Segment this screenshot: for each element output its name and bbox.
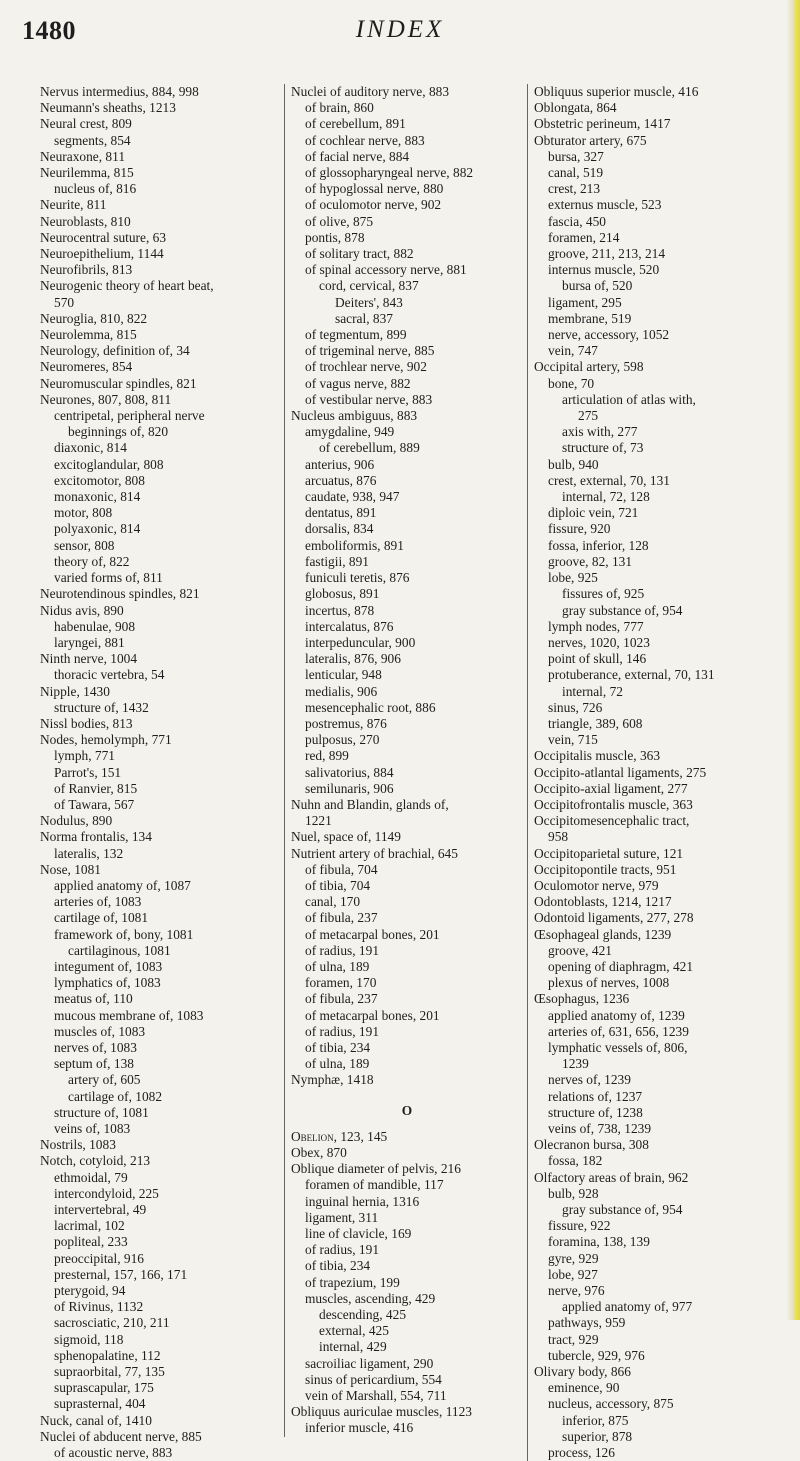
index-entry: pathways, 959 bbox=[548, 1315, 626, 1331]
index-entry: of fibula, 237 bbox=[305, 910, 378, 926]
index-entry: internal, 429 bbox=[319, 1339, 387, 1355]
index-entry: caudate, 938, 947 bbox=[305, 489, 400, 505]
index-entry: relations of, 1237 bbox=[548, 1088, 643, 1104]
index-entry: mesencephalic root, 886 bbox=[305, 699, 436, 715]
index-entry: Nidus avis, 890 bbox=[40, 602, 124, 618]
index-entry: applied anatomy of, 1087 bbox=[54, 877, 191, 893]
index-entry: arteries of, 1083 bbox=[54, 894, 142, 910]
index-entry: bursa, 327 bbox=[548, 148, 604, 164]
index-entry: varied forms of, 811 bbox=[54, 570, 163, 586]
index-entry: lacrimal, 102 bbox=[54, 1218, 125, 1234]
index-entry: supraorbital, 77, 135 bbox=[54, 1364, 165, 1380]
index-entry: Parrot's, 151 bbox=[54, 764, 122, 780]
index-entry: red, 899 bbox=[305, 748, 349, 764]
index-entry: of vestibular nerve, 883 bbox=[305, 391, 433, 407]
index-entry: of tibia, 234 bbox=[305, 1258, 371, 1274]
index-entry: tubercle, 929, 976 bbox=[548, 1347, 645, 1363]
index-entry: Ninth nerve, 1004 bbox=[40, 651, 138, 667]
index-entry: Occipito-atlantal ligaments, 275 bbox=[534, 764, 707, 780]
index-entry: Nutrient artery of brachial, 645 bbox=[291, 845, 458, 861]
index-entry: beginnings of, 820 bbox=[68, 424, 169, 440]
index-entry: gray substance of, 954 bbox=[562, 602, 683, 618]
index-entry: artery of, 605 bbox=[68, 1072, 141, 1088]
index-entry: structure of, 1432 bbox=[54, 699, 149, 715]
index-entry: pulposus, 270 bbox=[305, 732, 380, 748]
index-entry: laryngei, 881 bbox=[54, 634, 125, 650]
index-entry: of metacarpal bones, 201 bbox=[305, 1007, 440, 1023]
index-entry: lymph nodes, 777 bbox=[548, 618, 644, 634]
index-entry: dorsalis, 834 bbox=[305, 521, 374, 537]
index-entry: Nuclei of abducent nerve, 885 bbox=[40, 1428, 202, 1444]
index-entry: of cochlear nerve, 883 bbox=[305, 132, 425, 148]
index-entry: Neumann's sheaths, 1213 bbox=[40, 100, 176, 116]
index-entry: Neuraxone, 811 bbox=[40, 148, 126, 164]
index-entry: Nymphæ, 1418 bbox=[291, 1072, 374, 1088]
index-entry: of vagus nerve, 882 bbox=[305, 375, 411, 391]
index-entry: of trapezium, 199 bbox=[305, 1274, 400, 1290]
page-number: 1480 bbox=[22, 16, 76, 45]
index-entry: intervertebral, 49 bbox=[54, 1202, 147, 1218]
index-entry: of oculomotor nerve, 902 bbox=[305, 197, 442, 213]
index-entry: protuberance, external, 70, 131 bbox=[548, 667, 715, 683]
index-entry: axis with, 277 bbox=[562, 424, 638, 440]
index-entry: framework of, bony, 1081 bbox=[54, 926, 194, 942]
index-entry: Obelion, 123, 145 bbox=[291, 1128, 388, 1144]
index-entry: Notch, cotyloid, 213 bbox=[40, 1153, 151, 1169]
index-entry: Olivary body, 866 bbox=[534, 1364, 631, 1380]
index-entry: veins of, 738, 1239 bbox=[548, 1121, 652, 1136]
index-entry: of brain, 860 bbox=[305, 100, 374, 116]
index-entry: polyaxonic, 814 bbox=[54, 521, 141, 537]
index-entry: 275 bbox=[578, 408, 599, 424]
index-entry: foramen, 170 bbox=[305, 975, 377, 991]
index-entry: vein, 747 bbox=[548, 343, 598, 359]
index-entry: sinus of pericardium, 554 bbox=[305, 1371, 442, 1387]
index-entry: lobe, 925 bbox=[548, 570, 598, 586]
index-entry: Oblongata, 864 bbox=[534, 100, 617, 116]
index-entry: Norma frontalis, 134 bbox=[40, 829, 152, 845]
index-entry: semilunaris, 906 bbox=[305, 780, 394, 796]
index-entry: nucleus, accessory, 875 bbox=[548, 1396, 674, 1412]
index-entry: structure of, 73 bbox=[562, 440, 644, 456]
index-entry: fossa, 182 bbox=[548, 1153, 603, 1169]
index-entry: Obex, 870 bbox=[291, 1145, 347, 1160]
section-letter: O bbox=[401, 1102, 413, 1118]
index-entry: membrane, 519 bbox=[548, 310, 632, 326]
index-entry: point of skull, 146 bbox=[548, 651, 647, 667]
index-entry: fissures of, 925 bbox=[562, 586, 645, 602]
index-entry: Neurilemma, 815 bbox=[40, 165, 134, 181]
index-entry: nerve, accessory, 1052 bbox=[548, 327, 670, 343]
index-entry: nucleus of, 816 bbox=[54, 181, 137, 197]
index-entry: Nodulus, 890 bbox=[40, 813, 113, 829]
index-entry: postremus, 876 bbox=[305, 715, 387, 731]
index-entry: integument of, 1083 bbox=[54, 958, 163, 974]
index-entry: Neurofibrils, 813 bbox=[40, 262, 133, 278]
index-entry: Neurogenic theory of heart beat, bbox=[40, 278, 214, 294]
index-entry: foramen of mandible, 117 bbox=[305, 1177, 444, 1193]
index-entry: Olecranon bursa, 308 bbox=[534, 1137, 649, 1153]
index-entry: externus muscle, 523 bbox=[548, 197, 662, 213]
index-entry: Occipitoparietal suture, 121 bbox=[534, 845, 684, 861]
index-entry: habenulae, 908 bbox=[54, 618, 136, 634]
index-entry: nerves of, 1239 bbox=[548, 1072, 631, 1088]
index-entry: Neuromuscular spindles, 821 bbox=[40, 375, 197, 391]
index-entry: Neuroglia, 810, 822 bbox=[40, 310, 148, 326]
index-entry: lateralis, 132 bbox=[54, 845, 124, 861]
index-entry: funiculi teretis, 876 bbox=[305, 570, 410, 586]
index-entry: Œsophagus, 1236 bbox=[534, 991, 630, 1007]
index-entry: fastigii, 891 bbox=[305, 553, 369, 569]
index-entry: sinus, 726 bbox=[548, 699, 603, 715]
index-entry: lenticular, 948 bbox=[305, 667, 382, 683]
index-column-1 bbox=[40, 84, 272, 1461]
index-entry: of trigeminal nerve, 885 bbox=[305, 343, 435, 359]
index-entry: fascia, 450 bbox=[548, 213, 607, 229]
index-entry: fissure, 920 bbox=[548, 521, 611, 537]
index-entry: of olive, 875 bbox=[305, 213, 374, 229]
index-entry: 958 bbox=[548, 829, 569, 845]
index-entry: applied anatomy of, 1239 bbox=[548, 1007, 685, 1023]
index-entry: ligament, 311 bbox=[305, 1209, 379, 1225]
index-entry: suprasternal, 404 bbox=[54, 1396, 146, 1412]
index-entry: Nipple, 1430 bbox=[40, 683, 110, 699]
index-entry: lymphatic vessels of, 806, bbox=[548, 1039, 688, 1055]
index-entry: sacroiliac ligament, 290 bbox=[305, 1355, 434, 1371]
index-entry: segments, 854 bbox=[54, 132, 131, 148]
index-entry: process, 126 bbox=[548, 1445, 615, 1461]
index-entry: crest, external, 70, 131 bbox=[548, 472, 670, 488]
index-entry: mucous membrane of, 1083 bbox=[54, 1007, 204, 1023]
index-entry: meatus of, 110 bbox=[54, 991, 133, 1007]
running-head: INDEX bbox=[355, 16, 445, 43]
index-entry: cartilage of, 1082 bbox=[68, 1088, 163, 1104]
index-entry: Neurite, 811 bbox=[40, 197, 107, 213]
index-entry: bulb, 928 bbox=[548, 1185, 599, 1201]
index-entry: suprascapular, 175 bbox=[54, 1380, 154, 1396]
index-entry: Obliquus auriculae muscles, 1123 bbox=[291, 1404, 472, 1420]
index-entry: of trochlear nerve, 902 bbox=[305, 359, 427, 375]
index-entry: intercondyloid, 225 bbox=[54, 1185, 159, 1201]
index-entry: popliteal, 233 bbox=[54, 1234, 128, 1250]
index-entry: external, 425 bbox=[319, 1323, 389, 1339]
index-entry: arcuatus, 876 bbox=[305, 472, 377, 488]
index-entry: Nuhn and Blandin, glands of, bbox=[291, 796, 449, 812]
index-entry: Neurones, 807, 808, 811 bbox=[40, 391, 172, 407]
index-entry: gray substance of, 954 bbox=[562, 1202, 683, 1218]
index-entry: inguinal hernia, 1316 bbox=[305, 1193, 420, 1209]
index-entry: Occipitomesencephalic tract, bbox=[534, 813, 690, 829]
index-entry: muscles, ascending, 429 bbox=[305, 1290, 436, 1306]
index-entry: bone, 70 bbox=[548, 375, 595, 391]
index-entry: of acoustic nerve, 883 bbox=[54, 1445, 173, 1461]
index-entry: Neuroblasts, 810 bbox=[40, 213, 131, 229]
index-entry: vein, 715 bbox=[548, 732, 598, 748]
index-entry: internal, 72, 128 bbox=[562, 489, 650, 505]
index-entry: structure of, 1081 bbox=[54, 1104, 149, 1120]
index-entry: of solitary tract, 882 bbox=[305, 246, 414, 262]
index-entry: of tibia, 704 bbox=[305, 877, 371, 893]
index-entry: nerves of, 1083 bbox=[54, 1039, 137, 1055]
index-entry: canal, 170 bbox=[305, 894, 361, 910]
index-entry: muscles of, 1083 bbox=[54, 1023, 146, 1039]
index-entry: of radius, 191 bbox=[305, 1242, 380, 1258]
index-entry: vein of Marshall, 554, 711 bbox=[305, 1388, 447, 1404]
index-entry: Nuclei of auditory nerve, 883 bbox=[291, 84, 450, 99]
index-entry: of cerebellum, 889 bbox=[319, 440, 420, 456]
index-entry: lymph, 771 bbox=[54, 748, 116, 764]
index-entry: septum of, 138 bbox=[54, 1056, 134, 1072]
index-entry: of Rivinus, 1132 bbox=[54, 1299, 144, 1315]
index-entry: anterius, 906 bbox=[305, 456, 375, 472]
index-entry: Occipital artery, 598 bbox=[534, 359, 644, 375]
index-entry: of Tawara, 567 bbox=[54, 796, 135, 812]
index-entry: monaxonic, 814 bbox=[54, 489, 141, 505]
index-entry: 1221 bbox=[305, 813, 332, 829]
index-entry: pterygoid, 94 bbox=[54, 1283, 126, 1299]
index-entry: salivatorius, 884 bbox=[305, 764, 394, 780]
index-entry: of metacarpal bones, 201 bbox=[305, 926, 440, 942]
index-entry: theory of, 822 bbox=[54, 553, 130, 569]
index-entry: Neurocentral suture, 63 bbox=[40, 229, 167, 245]
index-entry: groove, 421 bbox=[548, 942, 612, 958]
index-entry: cord, cervical, 837 bbox=[319, 278, 419, 294]
index-entry: of spinal accessory nerve, 881 bbox=[305, 262, 467, 278]
index-entry: medialis, 906 bbox=[305, 683, 378, 699]
index-entry: globosus, 891 bbox=[305, 586, 380, 602]
index-entry: Nose, 1081 bbox=[40, 861, 101, 877]
index-entry: Neuromeres, 854 bbox=[40, 359, 133, 375]
index-entry: ligament, 295 bbox=[548, 294, 622, 310]
index-column-3 bbox=[527, 84, 782, 1461]
index-entry: bulb, 940 bbox=[548, 456, 599, 472]
index-entry: interpeduncular, 900 bbox=[305, 634, 416, 650]
index-entry: gyre, 929 bbox=[548, 1250, 599, 1266]
index-entry: of cerebellum, 891 bbox=[305, 116, 406, 132]
index-entry: amygdaline, 949 bbox=[305, 424, 395, 440]
index-entry: foramen, 214 bbox=[548, 229, 620, 245]
index-entry: sacral, 837 bbox=[335, 310, 394, 326]
index-entry: excitoglandular, 808 bbox=[54, 456, 164, 472]
index-entry: Nostrils, 1083 bbox=[40, 1137, 116, 1153]
index-entry: Odontoid ligaments, 277, 278 bbox=[534, 910, 694, 926]
index-entry: Oculomotor nerve, 979 bbox=[534, 877, 659, 893]
index-entry: of fibula, 237 bbox=[305, 991, 378, 1007]
index-entry: of radius, 191 bbox=[305, 1023, 380, 1039]
index-entry: of ulna, 189 bbox=[305, 958, 370, 974]
index-entry: sphenopalatine, 112 bbox=[54, 1347, 161, 1363]
index-entry: Deiters', 843 bbox=[335, 294, 403, 310]
index-entry: sensor, 808 bbox=[54, 537, 115, 553]
index-entry: emboliformis, 891 bbox=[305, 537, 404, 553]
index-entry: arteries of, 631, 656, 1239 bbox=[548, 1023, 689, 1039]
index-entry: Obstetric perineum, 1417 bbox=[534, 116, 671, 132]
index-entry: inferior, 875 bbox=[562, 1412, 629, 1428]
index-entry: of facial nerve, 884 bbox=[305, 148, 410, 164]
index-entry: Nuck, canal of, 1410 bbox=[40, 1412, 152, 1428]
index-entry: descending, 425 bbox=[319, 1307, 407, 1323]
index-entry: of ulna, 189 bbox=[305, 1056, 370, 1072]
index-columns bbox=[0, 84, 800, 1461]
index-entry: of tibia, 234 bbox=[305, 1039, 371, 1055]
index-entry: cartilage of, 1081 bbox=[54, 910, 149, 926]
index-entry: foramina, 138, 139 bbox=[548, 1234, 650, 1250]
index-entry: thoracic vertebra, 54 bbox=[54, 667, 165, 683]
index-entry: excitomotor, 808 bbox=[54, 472, 145, 488]
index-entry: internus muscle, 520 bbox=[548, 262, 660, 278]
index-entry: diploic vein, 721 bbox=[548, 505, 639, 521]
index-entry: Neural crest, 809 bbox=[40, 116, 132, 132]
index-entry: sacrosciatic, 210, 211 bbox=[54, 1315, 170, 1331]
index-entry: veins of, 1083 bbox=[54, 1121, 131, 1136]
index-entry: fissure, 922 bbox=[548, 1218, 611, 1234]
index-entry: presternal, 157, 166, 171 bbox=[54, 1266, 188, 1282]
index-entry: of Ranvier, 815 bbox=[54, 780, 138, 796]
index-entry: incertus, 878 bbox=[305, 602, 375, 618]
index-entry: tract, 929 bbox=[548, 1331, 599, 1347]
index-entry: motor, 808 bbox=[54, 505, 113, 521]
index-entry: of radius, 191 bbox=[305, 942, 380, 958]
index-entry: groove, 82, 131 bbox=[548, 553, 633, 569]
index-entry: Occipitofrontalis muscle, 363 bbox=[534, 796, 693, 812]
index-entry: structure of, 1238 bbox=[548, 1104, 643, 1120]
index-entry: lateralis, 876, 906 bbox=[305, 651, 401, 667]
index-entry: Occipito-axial ligament, 277 bbox=[534, 780, 688, 796]
index-entry: Neuroepithelium, 1144 bbox=[40, 246, 164, 262]
index-entry: Oblique diameter of pelvis, 216 bbox=[291, 1161, 461, 1177]
index-entry: lymphatics of, 1083 bbox=[54, 975, 161, 991]
index-entry: Neurology, definition of, 34 bbox=[40, 343, 190, 359]
index-entry: dentatus, 891 bbox=[305, 505, 377, 521]
index-entry: Odontoblasts, 1214, 1217 bbox=[534, 894, 672, 910]
index-entry: line of clavicle, 169 bbox=[305, 1226, 412, 1242]
index-entry: intercalatus, 876 bbox=[305, 618, 394, 634]
index-entry: internal, 72 bbox=[562, 683, 623, 699]
index-entry: Neurolemma, 815 bbox=[40, 327, 137, 343]
page-edge-tint bbox=[786, 0, 800, 1320]
index-column-2 bbox=[284, 84, 523, 1437]
index-entry: groove, 211, 213, 214 bbox=[548, 246, 666, 262]
index-entry: Neurotendinous spindles, 821 bbox=[40, 586, 200, 602]
index-entry: ethmoidal, 79 bbox=[54, 1169, 128, 1185]
index-entry: bursa of, 520 bbox=[562, 278, 633, 294]
index-entry: crest, 213 bbox=[548, 181, 601, 197]
index-entry: canal, 519 bbox=[548, 165, 604, 181]
index-entry: superior, 878 bbox=[562, 1428, 633, 1444]
index-entry: fossa, inferior, 128 bbox=[548, 537, 649, 553]
index-entry: nerve, 976 bbox=[548, 1283, 605, 1299]
index-entry: 1239 bbox=[562, 1056, 589, 1072]
index-entry: Nuel, space of, 1149 bbox=[291, 829, 401, 845]
index-entry: Nervus intermedius, 884, 998 bbox=[40, 84, 199, 99]
index-entry: Olfactory areas of brain, 962 bbox=[534, 1169, 689, 1185]
index-entry: sigmoid, 118 bbox=[54, 1331, 124, 1347]
index-entry: 570 bbox=[54, 294, 75, 310]
index-entry: diaxonic, 814 bbox=[54, 440, 127, 456]
index-entry: inferior muscle, 416 bbox=[305, 1420, 414, 1436]
index-entry: triangle, 389, 608 bbox=[548, 715, 643, 731]
index-entry: eminence, 90 bbox=[548, 1380, 620, 1396]
index-entry: of tegmentum, 899 bbox=[305, 327, 407, 343]
index-entry: Occipitopontile tracts, 951 bbox=[534, 861, 677, 877]
index-entry: cartilaginous, 1081 bbox=[68, 942, 171, 958]
index-entry: opening of diaphragm, 421 bbox=[548, 958, 694, 974]
index-entry: Obliquus superior muscle, 416 bbox=[534, 84, 699, 99]
index-entry: Obturator artery, 675 bbox=[534, 132, 647, 148]
index-entry: preoccipital, 916 bbox=[54, 1250, 144, 1266]
index-entry: plexus of nerves, 1008 bbox=[548, 975, 670, 991]
index-entry: of glossopharyngeal nerve, 882 bbox=[305, 165, 474, 181]
index-entry: nerves, 1020, 1023 bbox=[548, 634, 650, 650]
index-entry: Nodes, hemolymph, 771 bbox=[40, 732, 172, 748]
index-entry: Occipitalis muscle, 363 bbox=[534, 748, 661, 764]
index-entry: of hypoglossal nerve, 880 bbox=[305, 181, 444, 197]
index-entry: centripetal, peripheral nerve bbox=[54, 408, 205, 424]
index-entry: pontis, 878 bbox=[305, 229, 365, 245]
index-entry: applied anatomy of, 977 bbox=[562, 1299, 693, 1315]
index-entry: lobe, 927 bbox=[548, 1266, 598, 1282]
index-entry: articulation of atlas with, bbox=[562, 391, 696, 407]
index-entry: Nucleus ambiguus, 883 bbox=[291, 408, 418, 424]
index-entry: Nissl bodies, 813 bbox=[40, 715, 133, 731]
index-entry: of fibula, 704 bbox=[305, 861, 378, 877]
index-entry: Œsophageal glands, 1239 bbox=[534, 926, 672, 942]
